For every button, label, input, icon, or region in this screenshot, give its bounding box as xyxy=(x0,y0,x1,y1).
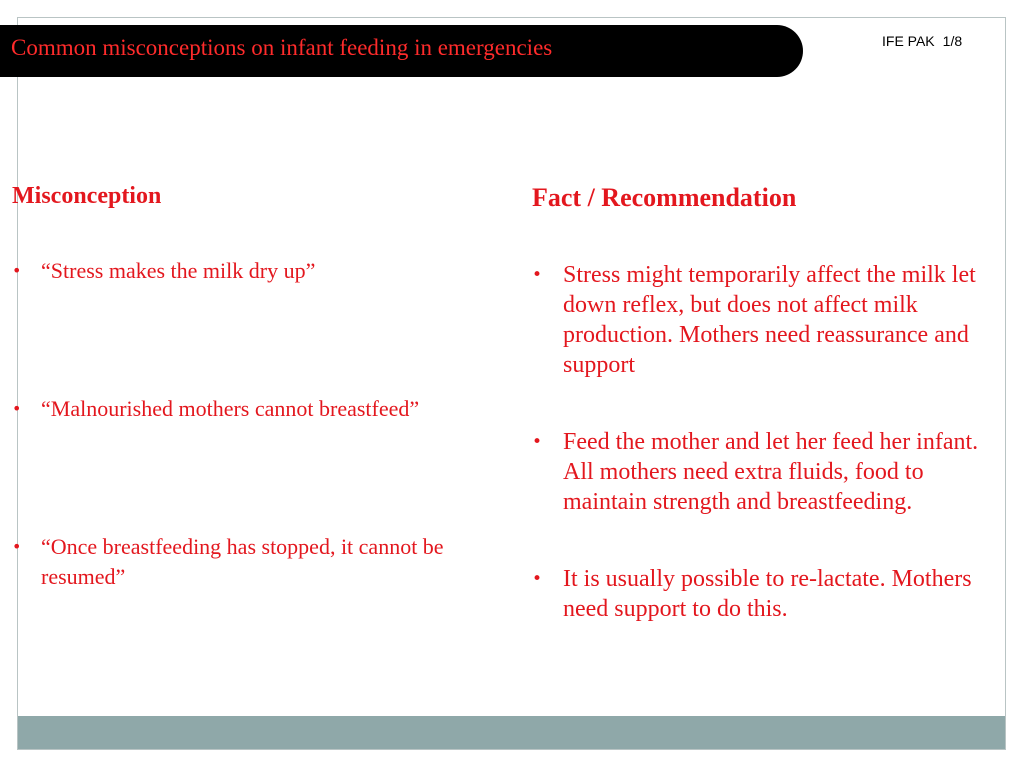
list-item xyxy=(532,260,1007,380)
fact-text: It is usually possible to re-lactate. Mothers need support to do this. xyxy=(563,566,972,622)
bullet-dot-icon: • xyxy=(12,537,22,556)
misconception-text: “Once breastfeeding has stopped, it cannot be resumed” xyxy=(41,534,444,589)
bullet-dot-icon: • xyxy=(532,432,543,452)
slide-title: Common misconceptions on infant feeding in emergencies xyxy=(11,35,553,60)
list-item xyxy=(532,564,1007,624)
bullet-dot-icon: • xyxy=(532,265,543,285)
page-number: 1/8 xyxy=(942,33,963,49)
page-label: IFE PAK xyxy=(882,33,935,49)
page-indicator xyxy=(882,33,962,49)
list-item xyxy=(12,394,472,532)
fact-text: Feed the mother and let her feed her infant. All mothers need extra fluids, food to maintain strength and breastfeeding. xyxy=(563,429,979,515)
misconception-text: “Stress makes the milk dry up” xyxy=(41,258,316,283)
bullet-dot-icon: • xyxy=(12,261,22,280)
misconception-list xyxy=(12,256,472,592)
list-item xyxy=(12,256,472,394)
misconception-text: “Malnourished mothers cannot breastfeed” xyxy=(41,396,420,421)
fact-recommendation-heading: Fact / Recommendation xyxy=(532,183,797,212)
bullet-dot-icon: • xyxy=(532,569,543,589)
fact-text: Stress might temporarily affect the milk let down reflex, but does not affect milk production. Mothers need reassurance and support xyxy=(563,262,976,378)
list-item xyxy=(12,532,472,592)
list-item xyxy=(532,427,1007,517)
footer-bar xyxy=(18,716,1005,749)
bullet-dot-icon: • xyxy=(12,399,22,418)
misconception-heading: Misconception xyxy=(12,183,162,209)
fact-list xyxy=(532,260,1007,671)
